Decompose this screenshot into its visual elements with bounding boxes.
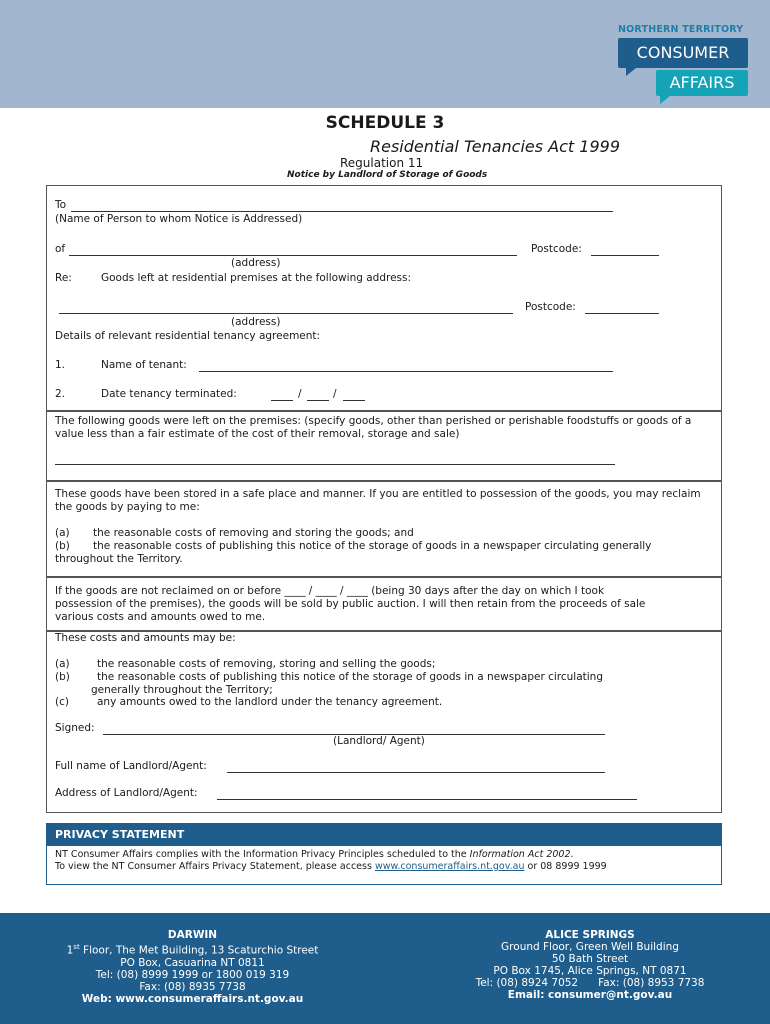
auction-line-2: possession of the premises), the goods will be sold by public auction. I will then retain from the proceeds of sale [55,598,646,610]
cost-a-label: (a) [55,658,70,670]
termination-date-label: Date tenancy terminated: [101,388,237,400]
alice-springs-office [440,929,740,1001]
darwin-fax: Fax: (08) 8935 7738 [139,980,246,993]
clause-b-label: (b) [55,540,70,552]
postcode-label: Postcode: [531,243,582,255]
alice-city: ALICE SPRINGS [545,929,635,941]
reclaim-section [46,481,722,577]
termination-month-field[interactable] [307,400,329,401]
date-separator: / [298,388,302,400]
notice-subtitle: Notice by Landlord of Storage of Goods [287,170,488,180]
schedule-title: SCHEDULE 3 [325,113,445,133]
darwin-po: PO Box, Casuarina NT 0811 [120,956,265,969]
darwin-address: 1st Floor, The Met Building, 13 Scaturchio Street [66,943,319,957]
cost-c-label: (c) [55,696,69,708]
privacy-link[interactable]: www.consumeraffairs.nt.gov.au [374,861,525,872]
tenant-name-field[interactable] [199,371,613,372]
clause-a-text: the reasonable costs of removing and storing the goods; and [93,527,414,539]
privacy-body [47,846,721,873]
signed-caption: (Landlord/ Agent) [333,735,425,747]
cost-b-label: (b) [55,671,70,683]
clause-a-label: (a) [55,527,70,539]
privacy-statement [46,823,722,885]
address-caption: (address) [231,257,281,269]
logo-bubble-affairs: AFFAIRS [656,70,748,96]
re-text: Goods left at residential premises at the following address: [101,272,412,284]
postcode-label-2: Postcode: [525,301,576,313]
cost-a-text: the reasonable costs of removing, storing and selling the goods; [97,658,436,670]
clause-b-text-cont: throughout the Territory. [55,553,183,565]
alice-telfax: Tel: (08) 8924 7052 Fax: (08) 8953 7738 [475,977,705,989]
darwin-office [40,929,345,1005]
darwin-web[interactable]: Web: www.consumeraffairs.nt.gov.au [81,992,304,1005]
goods-left-section [46,411,722,481]
signed-label: Signed: [55,722,95,734]
to-label: To [55,199,67,211]
address-caption-2: (address) [231,316,281,328]
date-separator: / [333,388,337,400]
auction-line-3: various costs and amounts owed to me. [55,611,266,623]
of-label: of [55,243,66,255]
costs-signature-section [46,631,722,813]
full-name-label: Full name of Landlord/Agent: [55,760,207,772]
act-title: Residential Tenancies Act 1999 [370,137,620,156]
landlord-address-label: Address of Landlord/Agent: [55,787,198,799]
tenant-name-label: Name of tenant: [101,359,187,371]
recipient-section [46,185,722,411]
item2-number: 2. [55,388,66,400]
information-act-name: Information Act 2002 [469,849,571,860]
contact-footer [0,913,770,1024]
cost-b-text-cont: generally throughout the Territory; [91,684,273,696]
privacy-title: PRIVACY STATEMENT [47,824,721,846]
item1-number: 1. [55,359,66,371]
to-name-field[interactable] [71,211,613,212]
termination-year-field[interactable] [343,400,365,401]
details-label: Details of relevant residential tenancy agreement: [55,330,321,342]
auction-section [46,577,722,631]
clause-b-text: the reasonable costs of publishing this notice of the storage of goods in a newspaper circulating generally [93,540,652,552]
re-label: Re: [55,272,72,284]
goods-list-field[interactable] [55,464,615,465]
reclaim-intro: These goods have been stored in a safe place and manner. If you are entitled to possession of the goods, you may reclaim the goods by paying to me: [55,488,701,513]
alice-floor: Ground Floor, Green Well Building [501,941,679,953]
privacy-phone: or 08 8999 1999 [524,861,607,872]
cost-c-text: any amounts owed to the landlord under the tenancy agreement. [97,696,443,708]
privacy-line1-end: . [570,849,574,860]
consumer-affairs-logo [616,24,751,104]
termination-day-field[interactable] [271,400,293,401]
costs-intro: These costs and amounts may be: [55,632,236,644]
cost-b-text: the reasonable costs of publishing this notice of the storage of goods in a newspaper circulating [97,671,604,683]
of-address-field[interactable] [69,255,517,256]
postcode-field[interactable] [591,255,659,256]
darwin-tel: Tel: (08) 8999 1999 or 1800 019 319 [95,968,290,981]
darwin-city: DARWIN [167,929,218,941]
privacy-line1: NT Consumer Affairs complies with the Information Privacy Principles scheduled to the [55,849,470,860]
premises-postcode-field[interactable] [585,313,659,314]
landlord-address-field[interactable] [217,799,637,800]
logo-top-text: NORTHERN TERRITORY [618,24,744,35]
regulation-label: Regulation 11 [340,156,424,170]
alice-email[interactable]: Email: consumer@nt.gov.au [507,989,673,1001]
premises-address-field[interactable] [59,313,513,314]
to-caption: (Name of Person to whom Notice is Addressed) [55,213,303,225]
alice-po: PO Box 1745, Alice Springs, NT 0871 [493,965,687,977]
alice-street: 50 Bath Street [551,953,629,965]
logo-bubble-consumer: CONSUMER [618,38,748,68]
privacy-line2: To view the NT Consumer Affairs Privacy Statement, please access [55,861,375,872]
goods-left-text: The following goods were left on the premises: (specify goods, other than perished or perishable foodstuffs or goods of a value less than a fair estimate of the cost of their removal, storage and sale) [55,415,692,440]
auction-line-1: If the goods are not reclaimed on or before ____ / ____ / ____ (being 30 days after the day on which I took [55,585,605,597]
landlord-name-field[interactable] [227,772,605,773]
